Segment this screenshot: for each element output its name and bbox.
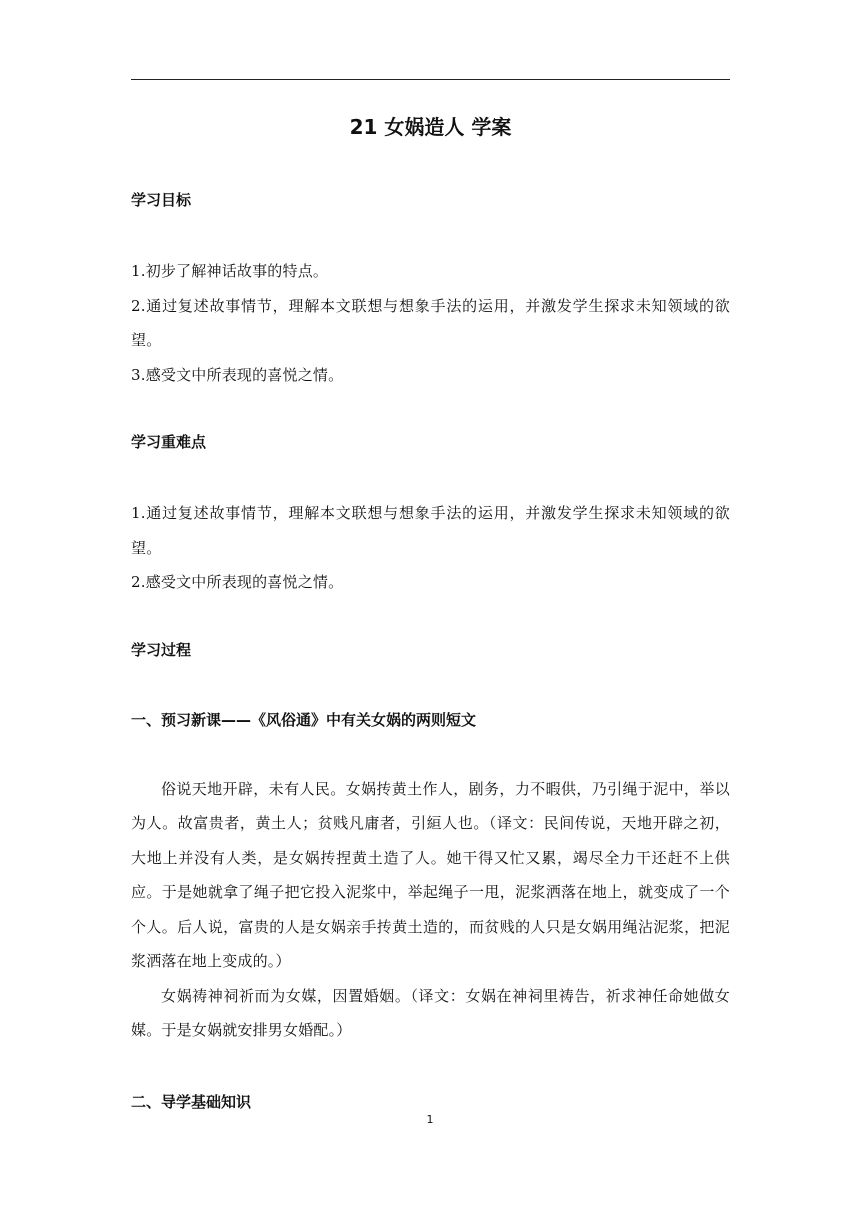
document-body — [131, 112, 730, 1112]
key-point-item-2: 2.感受文中所表现的喜悦之情。 — [131, 573, 344, 591]
objective-item-1: 1.初步了解神话故事的特点。 — [131, 262, 329, 280]
objective-item-3: 3.感受文中所表现的喜悦之情。 — [131, 365, 344, 384]
objective-item-2: 2.通过复述故事情节，理解本文联想与想象手法的运用，并激发学生探求未知领域的欲望。 — [131, 296, 730, 349]
key-points-heading: 学习重难点 — [131, 433, 207, 451]
section1-heading: 一、预习新课——《风俗通》中有关女娲的两则短文 — [131, 710, 477, 729]
section1-paragraph-2: 女娲祷神祠祈而为女媒，因置婚姻。（译文：女娲在神祠里祷告，祈求神任命她做女媒。于是女娲就安排男女婚配。） — [131, 986, 730, 1039]
process-heading: 学习过程 — [131, 640, 192, 659]
objectives-heading: 学习目标 — [131, 191, 192, 209]
page-number: 1 — [426, 1113, 434, 1126]
document-title: 21 女娲造人 学案 — [349, 115, 512, 139]
section2-heading: 二、导学基础知识 — [131, 1092, 252, 1111]
section1-paragraph-1: 俗说天地开辟，未有人民。女娲抟黄土作人，剧务，力不暇供，乃引绳于泥中，举以为人。故富贵者，黄土人；贫贱凡庸者，引絙人也。（译文：民间传说，天地开辟之初，大地上并没有人类，是女娲抟捏黄土造了人。她干得又忙又累，竭尽全力干还赶不上供应。于是她就拿了绳子把它投入泥浆中，举起绳子一甩，泥浆洒落在地上，就变成了一个个人。后人说，富贵的人是女娲亲手抟黄土造的，而贫贱的人只是女娲用绳沾泥浆，把泥浆洒落在地上变成的。） — [131, 779, 730, 970]
header-rule — [131, 79, 730, 80]
key-point-item-1: 1.通过复述故事情节，理解本文联想与想象手法的运用，并激发学生探求未知领域的欲望。 — [131, 504, 730, 557]
